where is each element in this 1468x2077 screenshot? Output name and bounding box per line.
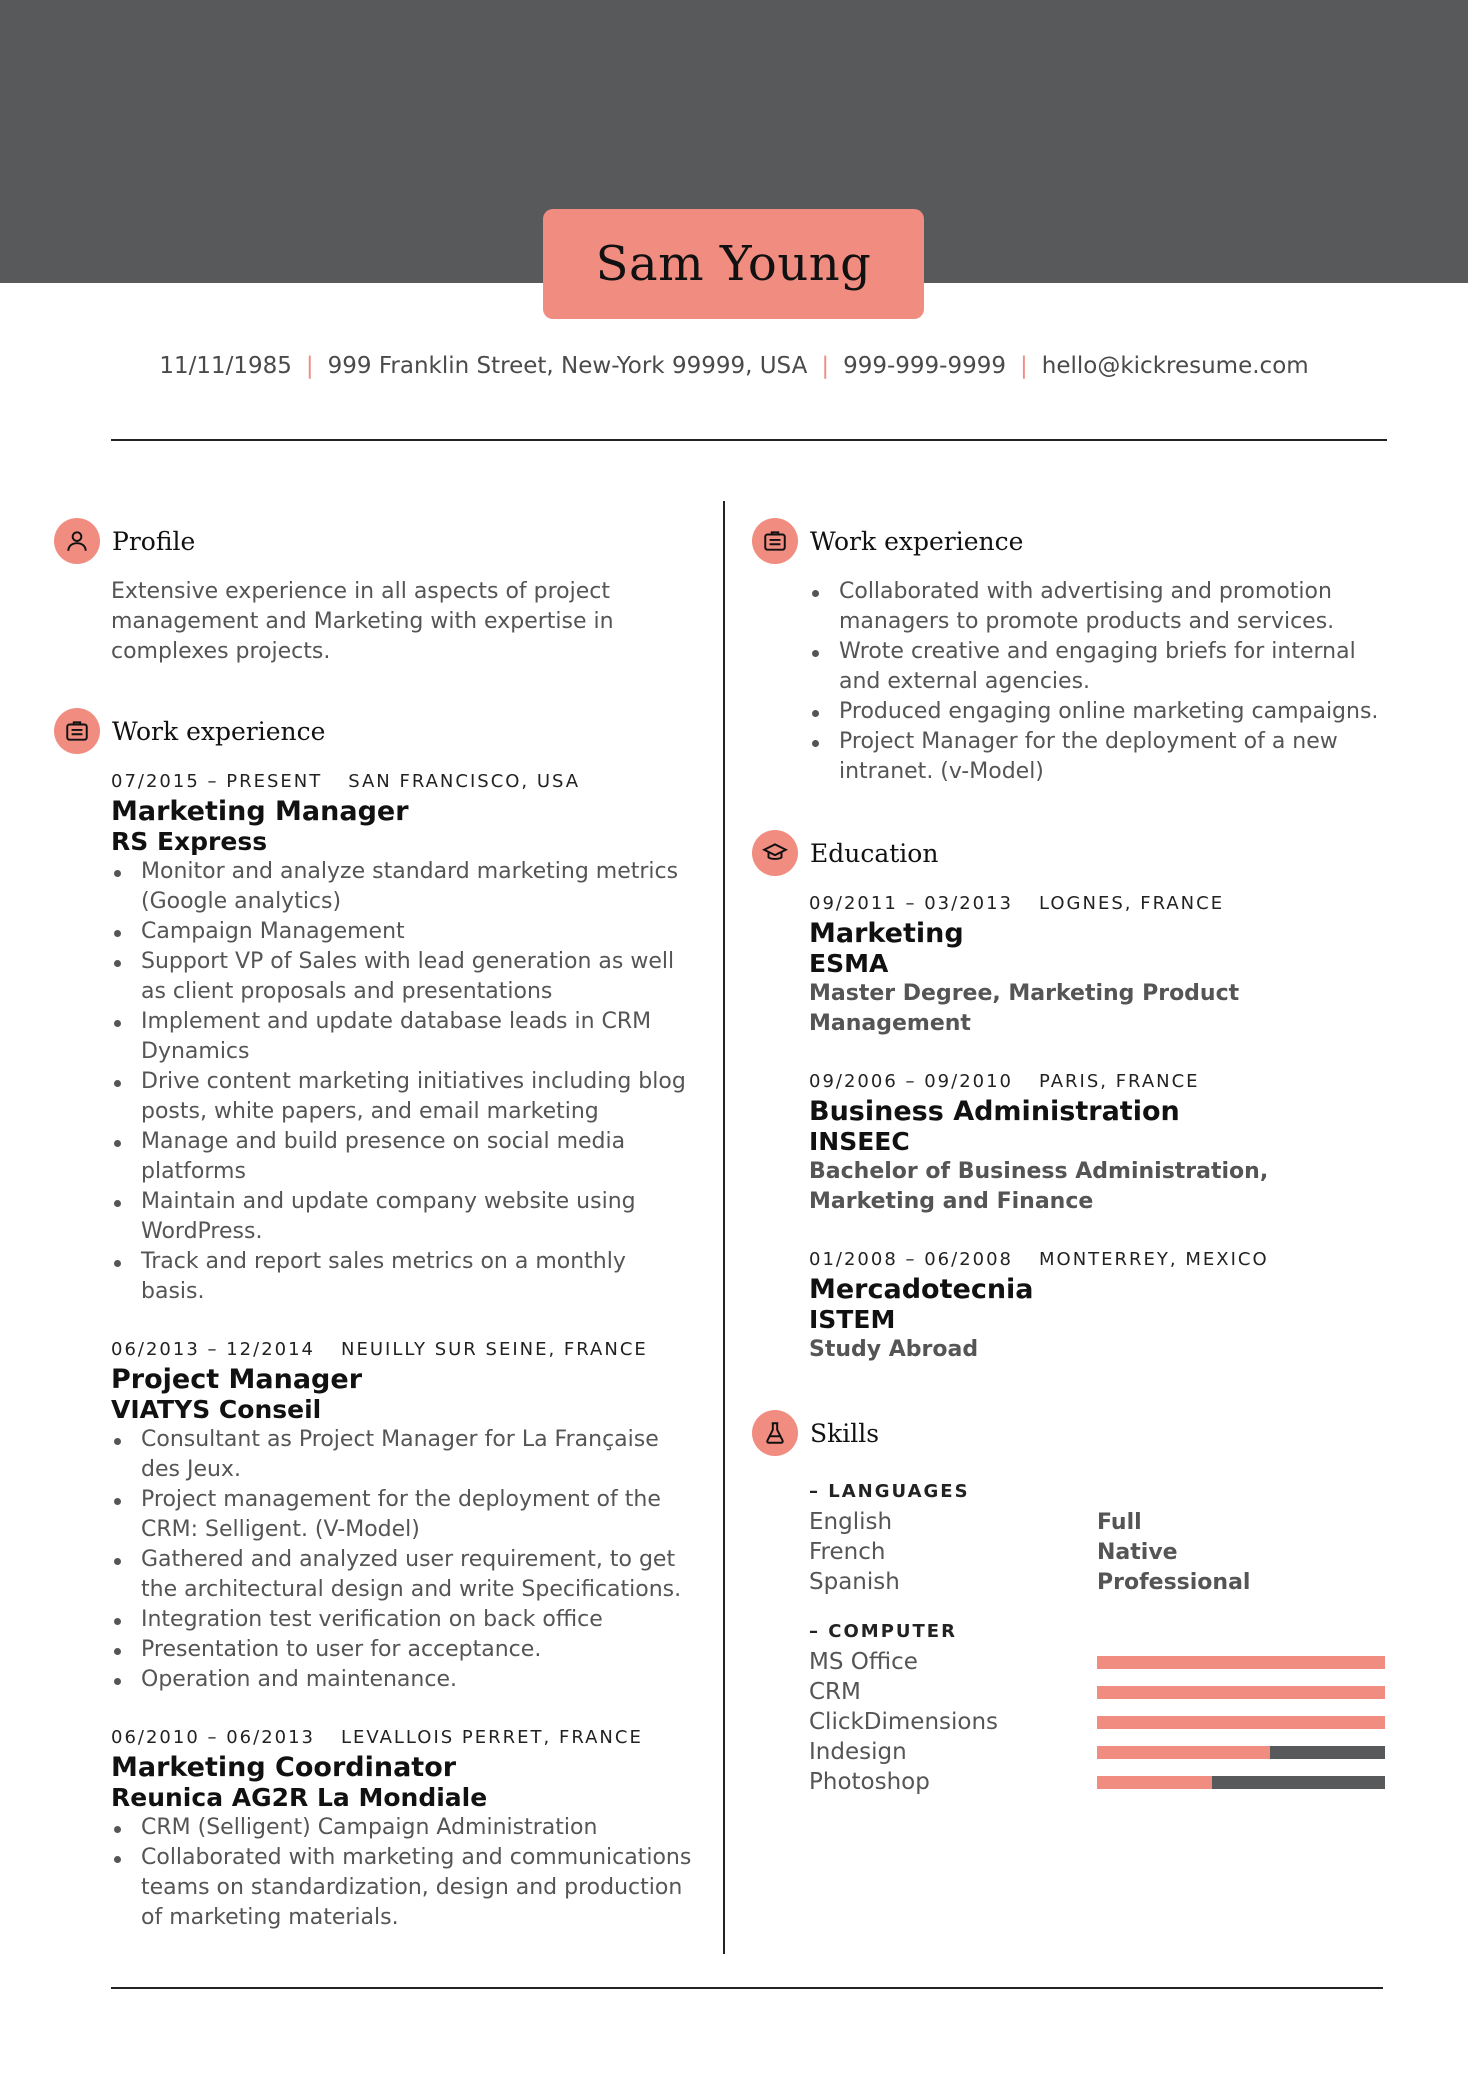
job-list	[54, 767, 694, 1933]
contact-separator: |	[1020, 353, 1028, 379]
skill-level-bar	[1097, 1686, 1385, 1699]
left-column	[54, 515, 694, 1933]
bullet-item: Implement and update database leads in CRM Dynamics	[111, 1007, 694, 1067]
education-location: MONTERREY, MEXICO	[1039, 1249, 1269, 1270]
bullet-item: CRM (Selligent) Campaign Administration	[111, 1813, 694, 1843]
bullet-item: Maintain and update company website using WordPress.	[111, 1187, 694, 1247]
address: 999 Franklin Street, New-York 99999, USA	[327, 353, 808, 379]
job-entry	[111, 767, 694, 1307]
skill-level-fill	[1097, 1776, 1212, 1789]
computer-label: – COMPUTER	[809, 1621, 957, 1642]
section-header	[752, 515, 1392, 567]
bullet-list	[111, 1813, 694, 1933]
degree-name: Master Degree, Marketing Product Management	[809, 981, 1240, 1036]
language-level: Full	[1097, 1509, 1142, 1535]
briefcase-icon	[54, 708, 100, 754]
name-plate	[543, 209, 924, 319]
degree-name: Study Abroad	[809, 1337, 979, 1362]
job-entry	[111, 1723, 694, 1933]
bullet-item: Project management for the deployment of the CRM: Selligent. (V-Model)	[111, 1485, 694, 1545]
section-header	[752, 1407, 1392, 1459]
computer-skill-row	[809, 1767, 1392, 1797]
bullet-item: Presentation to user for acceptance.	[111, 1635, 694, 1665]
job-location: NEUILLY SUR SEINE, FRANCE	[341, 1339, 648, 1360]
bullet-item: Manage and build presence on social media platforms	[111, 1127, 694, 1187]
job-dates: 06/2013 – 12/2014	[111, 1339, 315, 1360]
education-entry	[809, 1067, 1392, 1217]
language-level: Professional	[1097, 1569, 1251, 1595]
computer-skill-row	[809, 1737, 1392, 1767]
language-row	[809, 1567, 1392, 1597]
profile-section	[54, 515, 694, 667]
school-name: ISTEM	[809, 1305, 896, 1334]
work-experience-section	[54, 705, 694, 1933]
languages-label: – LANGUAGES	[809, 1481, 970, 1502]
bottom-divider	[111, 1987, 1383, 1989]
skills-section	[752, 1407, 1392, 1797]
skill-name: CRM	[809, 1679, 861, 1705]
skill-level-bar	[1097, 1656, 1385, 1669]
bullet-item: Consultant as Project Manager for La Française des Jeux.	[111, 1425, 694, 1485]
computer-skill-row	[809, 1707, 1392, 1737]
bullet-item: Campaign Management	[111, 917, 694, 947]
education-dates: 09/2011 – 03/2013	[809, 893, 1013, 914]
skill-level-fill	[1097, 1746, 1270, 1759]
work-experience-continued-section	[752, 515, 1392, 787]
company-name: RS Express	[111, 827, 268, 856]
education-meta	[809, 1067, 1392, 1097]
profile-title: Profile	[112, 526, 196, 556]
computer-skill-row	[809, 1677, 1392, 1707]
skill-level-bar	[1097, 1776, 1385, 1789]
bullet-item: Collaborated with advertising and promotion managers to promote products and services.	[809, 577, 1392, 637]
bullet-list	[111, 1425, 694, 1695]
section-header	[54, 705, 694, 757]
skill-level-bar	[1097, 1746, 1385, 1759]
contact-separator: |	[305, 353, 314, 379]
bullet-list	[111, 857, 694, 1307]
bullet-item: Produced engaging online marketing campaigns.	[809, 697, 1392, 727]
job-meta	[111, 1723, 694, 1753]
work-title: Work experience	[810, 526, 1024, 556]
company-name: Reunica AG2R La Mondiale	[111, 1783, 488, 1812]
skills-title: Skills	[810, 1418, 880, 1448]
education-field: Mercadotecnia	[809, 1274, 1034, 1305]
skill-level-fill	[1097, 1716, 1385, 1729]
education-location: LOGNES, FRANCE	[1039, 893, 1225, 914]
birth-date: 11/11/1985	[159, 353, 292, 379]
work-title: Work experience	[112, 716, 326, 746]
skill-level-bar	[1097, 1716, 1385, 1729]
education-entry	[809, 1245, 1392, 1365]
bullet-list	[809, 577, 1392, 787]
job-meta	[111, 1335, 694, 1365]
bullet-item: Collaborated with marketing and communications teams on standardization, design and production of marketing materials.	[111, 1843, 694, 1933]
skill-name: ClickDimensions	[809, 1709, 999, 1735]
job-location: SAN FRANCISCO, USA	[348, 771, 581, 792]
language-row	[809, 1537, 1392, 1567]
language-row	[809, 1507, 1392, 1537]
education-meta	[809, 889, 1392, 919]
bullet-item: Track and report sales metrics on a monthly basis.	[111, 1247, 694, 1307]
section-header	[752, 827, 1392, 879]
school-name: INSEEC	[809, 1127, 910, 1156]
top-divider	[111, 439, 1387, 441]
company-name: VIATYS Conseil	[111, 1395, 322, 1424]
right-column	[752, 515, 1392, 1797]
language-name: French	[809, 1539, 886, 1565]
job-location: LEVALLOIS PERRET, FRANCE	[341, 1727, 643, 1748]
phone[interactable]: 999-999-9999	[843, 353, 1007, 379]
flask-icon	[752, 1410, 798, 1456]
education-section	[752, 827, 1392, 1365]
job-dates: 06/2010 – 06/2013	[111, 1727, 315, 1748]
bullet-item: Monitor and analyze standard marketing metrics (Google analytics)	[111, 857, 694, 917]
briefcase-icon	[752, 518, 798, 564]
skill-name: MS Office	[809, 1649, 918, 1675]
education-dates: 09/2006 – 09/2010	[809, 1071, 1013, 1092]
bullet-item: Gathered and analyzed user requirement, to get the architectural design and write Specifications.	[111, 1545, 694, 1605]
skill-level-fill	[1097, 1686, 1385, 1699]
job-title: Marketing Manager	[111, 796, 409, 827]
skill-name: Indesign	[809, 1739, 907, 1765]
education-location: PARIS, FRANCE	[1039, 1071, 1200, 1092]
candidate-name: Sam Young	[595, 236, 872, 292]
school-name: ESMA	[809, 949, 889, 978]
column-divider	[723, 501, 725, 1954]
education-field: Business Administration	[809, 1096, 1180, 1127]
job-dates: 07/2015 – PRESENT	[111, 771, 323, 792]
bullet-item: Project Manager for the deployment of a new intranet. (v-Model)	[809, 727, 1392, 787]
education-dates: 01/2008 – 06/2008	[809, 1249, 1013, 1270]
job-entry	[111, 1335, 694, 1695]
contact-line	[0, 353, 1468, 379]
bullet-item: Drive content marketing initiatives including blog posts, white papers, and email marketing	[111, 1067, 694, 1127]
degree-name: Bachelor of Business Administration, Marketing and Finance	[809, 1159, 1269, 1214]
bullet-item: Operation and maintenance.	[111, 1665, 694, 1695]
skill-level-fill	[1097, 1656, 1385, 1669]
skill-name: Photoshop	[809, 1769, 930, 1795]
bullet-item: Wrote creative and engaging briefs for internal and external agencies.	[809, 637, 1392, 697]
profile-text: Extensive experience in all aspects of project management and Marketing with expertise in complexes projects.	[111, 579, 614, 664]
computer-skills-list	[809, 1647, 1392, 1797]
job-title: Marketing Coordinator	[111, 1752, 457, 1783]
language-level: Native	[1097, 1539, 1178, 1565]
bullet-item: Support VP of Sales with lead generation as well as client proposals and presentations	[111, 947, 694, 1007]
job-meta	[111, 767, 694, 797]
language-name: English	[809, 1509, 893, 1535]
languages-list	[809, 1507, 1392, 1597]
education-title: Education	[810, 838, 939, 868]
person-icon	[54, 518, 100, 564]
education-field: Marketing	[809, 918, 964, 949]
education-meta	[809, 1245, 1392, 1275]
graduation-cap-icon	[752, 830, 798, 876]
education-list	[752, 889, 1392, 1365]
language-name: Spanish	[809, 1569, 900, 1595]
job-title: Project Manager	[111, 1364, 363, 1395]
bullet-item: Integration test verification on back office	[111, 1605, 694, 1635]
education-entry	[809, 889, 1392, 1039]
section-header	[54, 515, 694, 567]
contact-separator: |	[821, 353, 830, 379]
computer-skill-row	[809, 1647, 1392, 1677]
email-link[interactable]: hello@kickresume.com	[1041, 353, 1309, 379]
